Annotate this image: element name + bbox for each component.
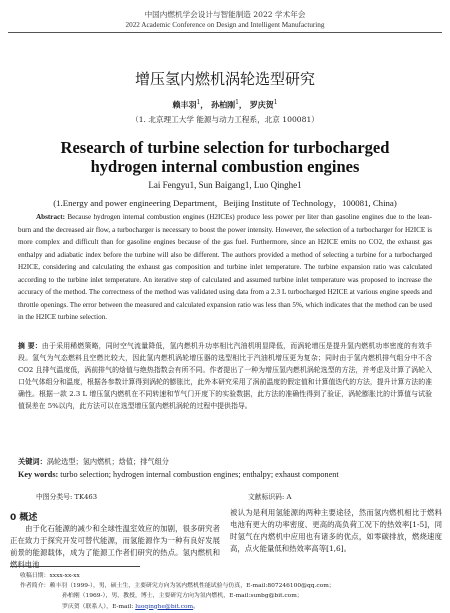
classification-label: 中图分类号: [36,493,73,501]
keywords-zh-label: 关键词： [18,457,47,466]
abstract-zh [18,340,432,413]
author-name: 孙柏刚 [211,99,236,110]
affiliation-zh: （1. 北京理工大学 能源与动力工程系，北京 100081） [131,115,319,124]
document-code-label: 文献标识码: [248,493,285,501]
running-header-en: 2022 Academic Conference on Design and Intelligent Manufacturing [125,21,325,29]
author-sup: 1 [196,99,201,106]
footnote-author3-suffix: 。 [193,603,200,610]
keywords-zh-text: 涡轮选型；氢内燃机；焓值；排气组分 [46,457,169,466]
keywords-en [18,470,432,479]
author-sup: 1 [235,99,239,106]
abstract-zh-label: 摘 要： [18,342,42,350]
body-text-left-column: 由于化石能源的减少和全球性温室效应的加剧，很多研究者正在致力于探究开发可替代能源，而氢能源作为一种有良好发展前景的能源载体，成为了能源工作者们研究的热点。氢内燃机和燃料电池 [10,524,220,570]
abstract-en [18,211,432,324]
abstract-en-text: Because hydrogen internal combustion engines (H2ICEs) produce less power per liter than gasoline engines due to the lean-burn and the decreased air flow, a turbocharger is necessary to boost the power intensity. However, the selection of a turbocharger for H2ICE is more complex and difficult than for gasoline engines because of the gas fuel. Furthermore, since an H2ICE emits no CO2, the exhaust gas enthalpy and adiabatic index before the turbine will also be different. The authors provided a method of selecting a turbine for a turbocharged H2ICE, considering and calculating the exhaust gas composition and turbine inlet temperature. The turbine expansion ratio was calculated according to the turbine inlet temperature. An iterative step of calculated and assumed turbine inlet temperature was proposed to increase the accuracy of the method. The correctness of the method was validated using data from a 2.3 L turbocharged H2ICE at various engine speeds and throttle openings. The error between the measured and calculated expansion ratio was less than 5%, which indicates that the method can be used in the H2ICE turbine selection. [18,213,432,321]
section-heading: 0 概述 [10,513,38,523]
footnote-author2: 孙柏刚（1969-），男，教授，博士，主要研究方向为氢内燃机，E-mail:sunbg@bit.com； [62,593,303,600]
footnote-author3 [20,602,445,612]
footnote-author1: 作者简介：赖丰羽（1999-），男，硕士生，主要研究方向为氢内燃机性能试验与仿真，E-mail:807246100@qq.com； [20,583,335,590]
document-code-value: A [286,493,292,501]
authors-zh: 赖丰羽$^1$， 孙柏刚$^1$， 罗庆贺$^1$ [172,99,278,110]
keywords-zh [18,457,432,467]
email-link[interactable]: luoqinghe@bit.com [135,603,194,610]
header-rule [8,32,442,33]
body-text-right-column: 被认为是利用氢能源的两种主要途径，然而氢内燃机相比于燃料电池有更大的功率密度、更高的高负荷工况下的热效率[1-5]，同时氢气在内燃机中应用也有诸多的优点，如零碳排放，燃烧速度高，点火能量低和热效率高等[1,6]。 [230,508,442,554]
paper-title-en: Research of turbine selection for turbocharged hydrogen internal combustion engines [60,138,390,176]
keywords-en-text: turbo selection; hydrogen internal combustion engines; enthalpy; exhaust component [60,470,339,479]
footnote-received: 收稿日期：xxxx-xx-xx [20,573,80,579]
author-name: 赖丰羽 [172,99,197,110]
footnote-rule [10,566,140,567]
footnotes [20,571,445,612]
abstract-en-label: Abstract: [36,213,65,221]
author-name: 罗庆贺 [249,99,274,110]
author-sup: 1 [273,99,278,106]
paper-title-zh: 增压氢内燃机涡轮选型研究 [134,70,315,88]
footnote-author3-prefix: 罗庆贺（联系人），E-mail: [62,603,136,610]
keywords-en-label: Key words: [18,470,59,479]
document-code [248,491,291,501]
authors-en: Lai Fengyu1, Sun Baigang1, Luo Qinghe1 [148,180,302,190]
classification-number [36,491,97,501]
running-header-zh: 中国内燃机学会设计与智能制造 2022 学术年会 [144,10,306,19]
affiliation-en: (1.Energy and power engineering Department，Beijing Institute of Technology，100081, China) [53,198,397,208]
classification-value: TK463 [74,493,98,501]
abstract-zh-text: 由于采用稀燃策略，同时空气流量降低，氢内燃机升功率相比汽油机明显降低，而涡轮增压是提升氢内燃机功率密度的有效手段。氢气为气态燃料且空燃比较大，因此氢内燃机涡轮增压器的选型相比于汽油机增压更为复杂；同时由于氢内燃机排气组分中不含 CO2 且排气温度低，涡前排气的焓值与绝热指数会有所不同。作者提出了一种为增压氢内燃机涡轮选型的方法，并考虑及计算了涡轮入口处气体组分和温度，根据各参数计算得到涡轮的膨胀比，此外本研究采用了涡前温度的假定值和计算值迭代的方法，提升计算方法的准确性。根据一款 2.3 L 增压氢内燃机在不同转速和节气门开度下的实验数据，此方法的准确性得到了验证，涡轮膨胀比的计算值与试验值误差在 5%以内，此方法可以在选型增压氢内燃机涡轮的过程中提供指导。 [18,342,432,411]
